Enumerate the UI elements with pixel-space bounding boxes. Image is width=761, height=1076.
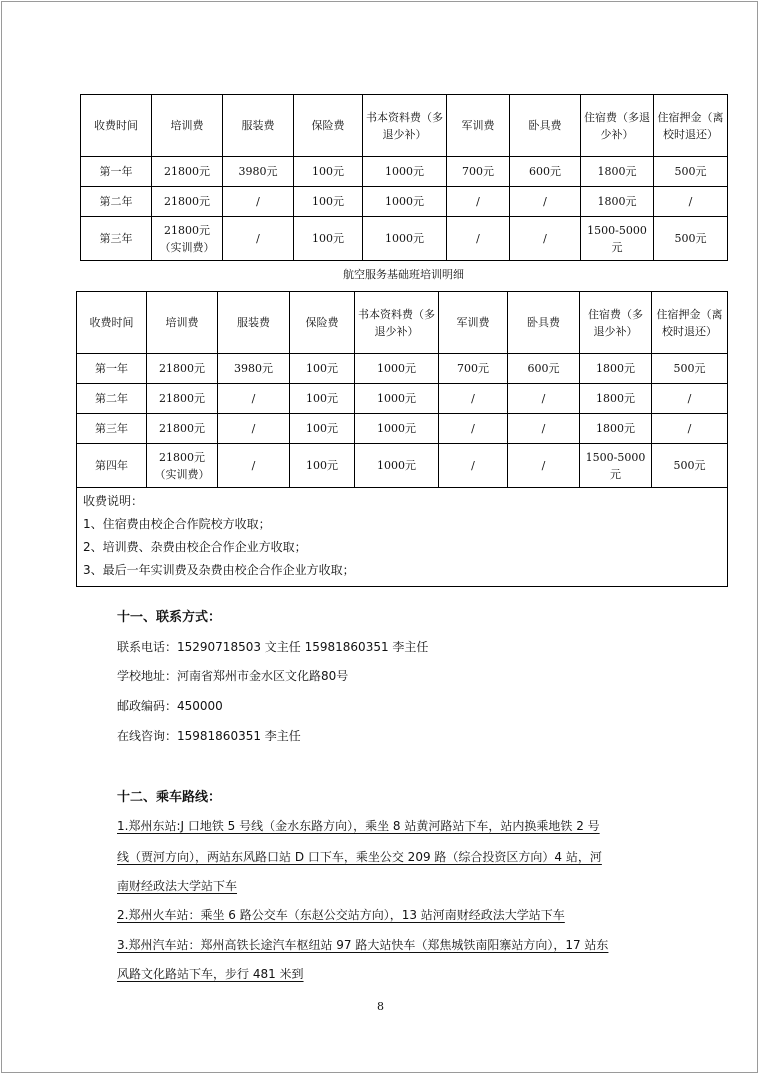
table-cell: 3980元	[218, 354, 290, 384]
table-cell: /	[223, 187, 294, 217]
table-cell: 1800元	[580, 354, 652, 384]
contact-address: 学校地址：河南省郑州市金水区文化路80号	[117, 669, 349, 683]
header-cell: 卧具费	[508, 292, 580, 354]
route-line: 线（贾河方向），两站东风路口站 D 口下车，乘坐公交 209 路（综合投资区方向）4 站，河	[117, 850, 602, 864]
table-cell: /	[439, 414, 508, 444]
table-row	[77, 354, 728, 384]
header-cell: 培训费	[147, 292, 218, 354]
table-cell: 100元	[294, 157, 363, 187]
contact-postcode: 邮政编码：450000	[117, 699, 223, 713]
header-cell: 军训费	[439, 292, 508, 354]
routes-heading: 十二、乘车路线：	[117, 790, 222, 805]
table-cell: 500元	[654, 157, 728, 187]
table-cell: 1000元	[363, 157, 447, 187]
table-cell: 1800元	[580, 384, 652, 414]
table-cell: 1800元	[581, 187, 654, 217]
fee-table-1	[80, 94, 728, 261]
table-cell: /	[439, 444, 508, 488]
table-row	[81, 217, 728, 261]
table-cell: 1500-5000元	[580, 444, 652, 488]
header-cell: 培训费	[152, 95, 223, 157]
table-cell: 100元	[290, 354, 355, 384]
table-cell: 3980元	[223, 157, 294, 187]
table-cell: /	[652, 384, 728, 414]
page-number: 8	[377, 1000, 384, 1013]
table-cell: 100元	[294, 217, 363, 261]
route-line: 南财经政法大学站下车	[117, 879, 238, 893]
table-cell: 1800元	[581, 157, 654, 187]
contact-heading: 十一、联系方式：	[117, 610, 222, 625]
table-cell: /	[508, 444, 580, 488]
table-cell: /	[508, 414, 580, 444]
table-cell: 21800元	[152, 187, 223, 217]
table-cell: /	[218, 414, 290, 444]
table-cell: /	[652, 414, 728, 444]
table-cell: /	[439, 384, 508, 414]
table-cell: 1500-5000元	[581, 217, 654, 261]
table-cell: 1000元	[363, 217, 447, 261]
table-cell: 600元	[508, 354, 580, 384]
table-cell: 1000元	[363, 187, 447, 217]
table-cell: 1000元	[355, 384, 439, 414]
route-line: 2.郑州火车站：乘坐 6 路公交车（东赵公交站方向），13 站河南财经政法大学站下车	[117, 908, 565, 922]
header-cell: 住宿费（多退少补）	[581, 95, 654, 157]
table-cell: /	[223, 217, 294, 261]
table-cell: /	[510, 217, 581, 261]
header-cell: 收费时间	[81, 95, 152, 157]
table-row	[81, 187, 728, 217]
table-cell: 1000元	[355, 444, 439, 488]
table-cell: /	[447, 217, 510, 261]
header-cell: 卧具费	[510, 95, 581, 157]
table-cell: 500元	[654, 217, 728, 261]
notes-title: 收费说明：	[83, 494, 144, 508]
fee-table-2	[76, 291, 728, 587]
table-cell: 第三年	[77, 414, 147, 444]
table-cell: /	[218, 384, 290, 414]
note-item: 1、住宿费由校企合作院校方收取；	[83, 517, 271, 531]
header-cell: 服装费	[218, 292, 290, 354]
table-cell: 600元	[510, 157, 581, 187]
table-cell: 500元	[652, 354, 728, 384]
table-row	[77, 384, 728, 414]
table-cell: 100元	[290, 444, 355, 488]
table-cell: 第二年	[81, 187, 152, 217]
table-cell: 第四年	[77, 444, 147, 488]
table-cell: 第一年	[81, 157, 152, 187]
route-line: 风路文化路站下车，步行 481 米到	[117, 967, 304, 981]
table-header-row	[77, 292, 728, 354]
table-cell: 21800元	[147, 354, 218, 384]
table-cell: 100元	[290, 414, 355, 444]
table-row	[77, 414, 728, 444]
header-cell: 保险费	[294, 95, 363, 157]
header-cell: 服装费	[223, 95, 294, 157]
route-line: 3.郑州汽车站：郑州高铁长途汽车枢纽站 97 路大站快车（郑焦城铁南阳寨站方向），17 站东	[117, 938, 609, 952]
contact-section	[117, 606, 221, 625]
table-cell: 1000元	[355, 354, 439, 384]
notes-row	[77, 488, 728, 587]
contact-phone: 联系电话：15290718503 文主任 15981860351 李主任	[117, 640, 429, 654]
header-cell: 住宿押金（离校时退还）	[654, 95, 728, 157]
header-cell: 住宿押金（离校时退还）	[652, 292, 728, 354]
table-caption: 航空服务基础班培训明细	[343, 268, 464, 281]
table-cell: 21800元	[147, 414, 218, 444]
table-cell: 21800元	[152, 157, 223, 187]
table-cell: 第一年	[77, 354, 147, 384]
table-cell: 21800元（实训费）	[152, 217, 223, 261]
table-cell: 500元	[652, 444, 728, 488]
table-cell: 700元	[439, 354, 508, 384]
note-item: 2、培训费、杂费由校企合作企业方收取；	[83, 540, 307, 554]
header-cell: 住宿费（多退少补）	[580, 292, 652, 354]
header-cell: 军训费	[447, 95, 510, 157]
table-cell: 700元	[447, 157, 510, 187]
table-cell: 100元	[294, 187, 363, 217]
header-cell: 保险费	[290, 292, 355, 354]
table-cell: 21800元（实训费）	[147, 444, 218, 488]
header-cell: 书本资料费（多退少补）	[355, 292, 439, 354]
table-cell: 1800元	[580, 414, 652, 444]
route-line: 1.郑州东站:J 口地铁 5 号线（金水东路方向），乘坐 8 站黄河路站下车，站内换乘地铁 2 号	[117, 819, 600, 833]
table-cell: /	[447, 187, 510, 217]
note-item: 3、最后一年实训费及杂费由校企合作企业方收取；	[83, 563, 355, 577]
table-cell: 1000元	[355, 414, 439, 444]
contact-online: 在线咨询：15981860351 李主任	[117, 729, 301, 743]
table-row	[77, 444, 728, 488]
table-cell: 第二年	[77, 384, 147, 414]
table-row	[81, 157, 728, 187]
fee-notes	[77, 488, 728, 587]
header-cell: 收费时间	[77, 292, 147, 354]
table-cell: /	[218, 444, 290, 488]
table-cell: /	[654, 187, 728, 217]
table-cell: /	[508, 384, 580, 414]
table-cell: /	[510, 187, 581, 217]
table-header-row	[81, 95, 728, 157]
table-cell: 第三年	[81, 217, 152, 261]
routes-section	[117, 786, 221, 805]
header-cell: 书本资料费（多退少补）	[363, 95, 447, 157]
table-cell: 100元	[290, 384, 355, 414]
table-cell: 21800元	[147, 384, 218, 414]
